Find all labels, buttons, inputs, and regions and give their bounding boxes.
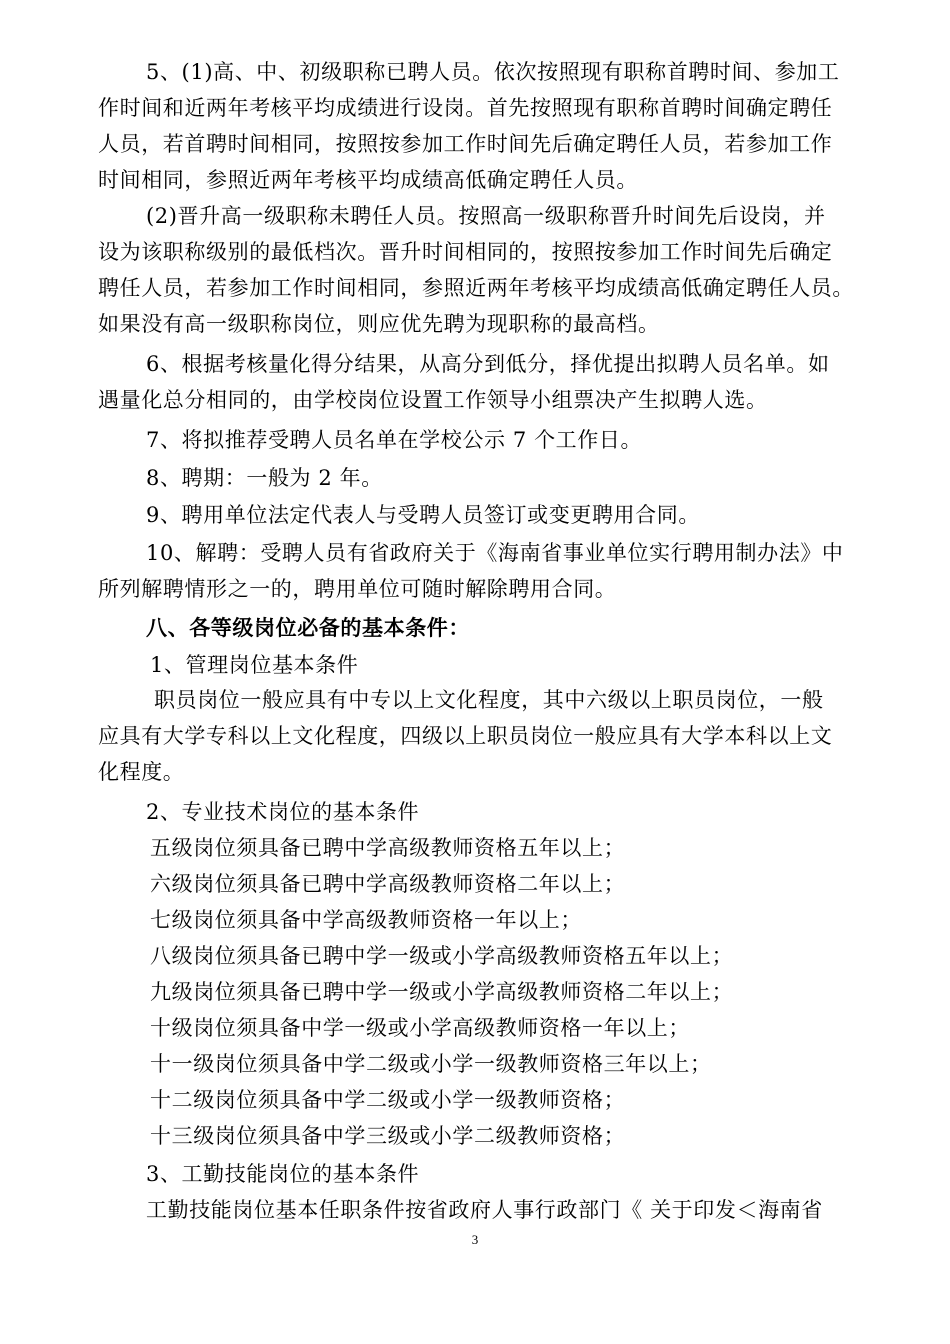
list-item: 十一级岗位须具备中学二级或小学一级教师资格三年以上； — [150, 1052, 712, 1076]
list-item: 十三级岗位须具备中学三级或小学二级教师资格； — [150, 1124, 626, 1148]
paragraph-line: 6、根据考核量化得分结果，从高分到低分，择优提出拟聘人员名单。如 — [146, 352, 830, 376]
list-item: 八级岗位须具备已聘中学一级或小学高级教师资格五年以上； — [150, 944, 734, 968]
paragraph-line: 聘任人员，若参加工作时间相同，参照近两年考核平均成绩高低确定聘任人员。 — [98, 276, 854, 300]
paragraph-line: 时间相同，参照近两年考核平均成绩高低确定聘任人员。 — [98, 168, 638, 192]
list-item: 六级岗位须具备已聘中学高级教师资格二年以上； — [150, 872, 626, 896]
paragraph-line: 10、解聘：受聘人员有省政府关于《海南省事业单位实行聘用制办法》中 — [146, 541, 844, 565]
paragraph-line: 应具有大学专科以上文化程度，四级以上职员岗位一般应具有大学本科以上文 — [98, 724, 833, 748]
subsection-heading: 1、管理岗位基本条件 — [150, 653, 359, 677]
paragraph-line: 作时间和近两年考核平均成绩进行设岗。首先按照现有职称首聘时间确定聘任 — [98, 96, 833, 120]
paragraph-line: 9、聘用单位法定代表人与受聘人员签订或变更聘用合同。 — [146, 503, 700, 527]
paragraph-line: 设为该职称级别的最低档次。晋升时间相同的，按照按参加工作时间先后确定 — [98, 240, 833, 264]
paragraph-line: 如果没有高一级职称岗位，则应优先聘为现职称的最高档。 — [98, 312, 660, 336]
list-item: 十二级岗位须具备中学二级或小学一级教师资格； — [150, 1088, 626, 1112]
section-heading: 八、各等级岗位必备的基本条件： — [146, 615, 470, 640]
paragraph-line: 5、(1)高、中、初级职称已聘人员。依次按照现有职称首聘时间、参加工 — [146, 60, 840, 84]
list-item: 九级岗位须具备已聘中学一级或小学高级教师资格二年以上； — [150, 980, 734, 1004]
paragraph-line: 7、将拟推荐受聘人员名单在学校公示 7 个工作日。 — [146, 428, 643, 452]
list-item: 五级岗位须具备已聘中学高级教师资格五年以上； — [150, 836, 626, 860]
list-item: 七级岗位须具备中学高级教师资格一年以上； — [150, 908, 582, 932]
paragraph-line: (2)晋升高一级职称未聘任人员。按照高一级职称晋升时间先后设岗，并 — [146, 204, 826, 228]
paragraph-line: 遇量化总分相同的，由学校岗位设置工作领导小组票决产生拟聘人选。 — [98, 388, 768, 412]
paragraph-line: 化程度。 — [98, 760, 185, 784]
paragraph-line: 工勤技能岗位基本任职条件按省政府人事行政部门《 关于印发＜海南省 — [146, 1198, 823, 1222]
list-item: 十级岗位须具备中学一级或小学高级教师资格一年以上； — [150, 1016, 690, 1040]
page-number: 3 — [471, 1232, 479, 1247]
subsection-heading: 2、专业技术岗位的基本条件 — [146, 800, 420, 824]
paragraph-line: 人员，若首聘时间相同，按照按参加工作时间先后确定聘任人员，若参加工作 — [98, 132, 833, 156]
paragraph-line: 8、聘期：一般为 2 年。 — [146, 466, 383, 490]
subsection-heading: 3、工勤技能岗位的基本条件 — [146, 1162, 420, 1186]
paragraph-line: 所列解聘情形之一的，聘用单位可随时解除聘用合同。 — [98, 577, 617, 601]
paragraph-line: 职员岗位一般应具有中专以上文化程度，其中六级以上职员岗位，一般 — [154, 688, 824, 712]
